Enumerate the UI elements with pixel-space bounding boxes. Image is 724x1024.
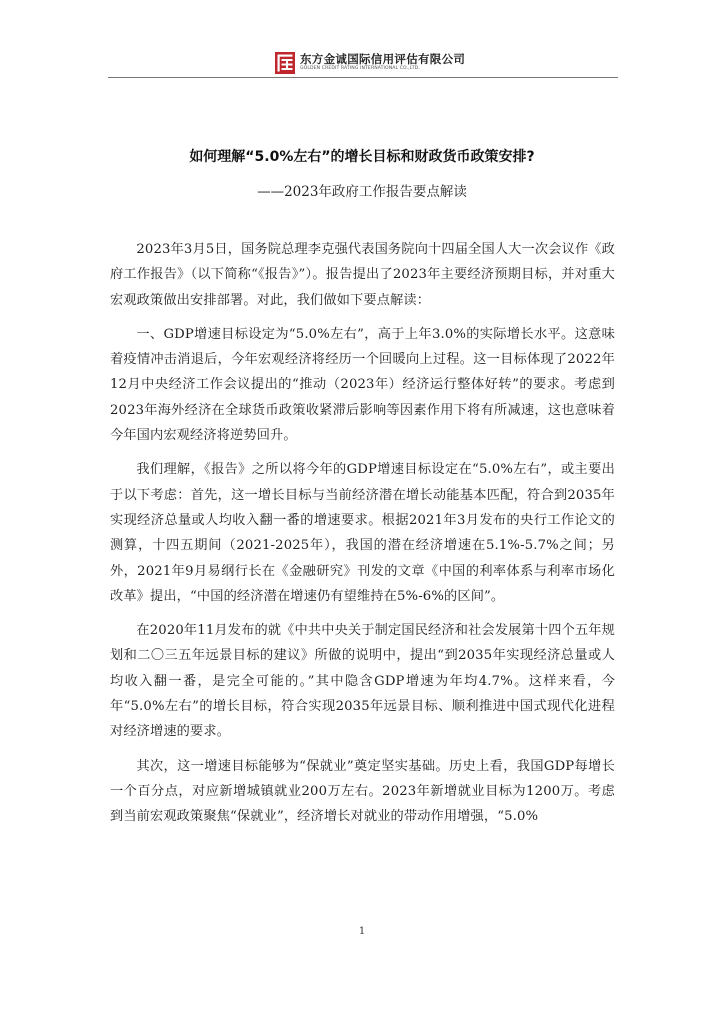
paragraph: 我们理解，《报告》之所以将今年的GDP增速目标设定在“5.0%左右”，或主要出于以下考虑：首先，这一增长目标与当前经济潜在增长动能基本匹配，符合到2035年实现经济总量或人均收入翻一番的增速要求。根据2021年3月发布的央行工作论文的测算，十四五期间（2021-2025年），我国的潜在经济增速在5.1%-5.7%之间；另外，2021年9月易纲行长在《金融研究》刊发的文章《中国的利率体系与利率市场化改革》提出，“中国的经济潜在增速仍有望维持在5%-6%的区间”。 [110,462,615,604]
company-name: 东方金诚国际信用评估有限公司 [300,51,466,66]
document-title: 如何理解“5.0%左右”的增长目标和财政货币政策安排? [189,149,535,165]
paragraph: 在2020年11月发布的就《中共中央关于制定国民经济和社会发展第十四个五年规划和二〇三五年远景目标的建议》所做的说明中，提出“到2035年实现经济总量或人均收入翻一番，是完全可能的。”其中隐含GDP增速为年均4.7%。这样来看，今年“5.0%左右”的增长目标，符合实现2035年远景目标、顺利推进中国式现代化进程对经济增速的要求。 [110,623,615,740]
page-number: 1 [358,926,366,937]
header-divider [108,77,618,78]
paragraph: 2023年3月5日，国务院总理李克强代表国务院向十四届全国人大一次会议作《政府工作报告》（以下简称“《报告》”）。报告提出了2023年主要经济预期目标，并对重大宏观政策做出安排部署。对此，我们做如下要点解读： [110,242,615,308]
golden-credit-logo-icon [275,52,295,74]
paragraph: 一、GDP增速目标设定为“5.0%左右”，高于上年3.0%的实际增长水平。这意味着疫情冲击消退后，今年宏观经济将经历一个回暖向上过程。这一目标体现了2022年12月中央经济工作会议提出的“推动（2023年）经济运行整体好转”的要求。考虑到2023年海外经济在全球货币政策收紧滞后影响等因素作用下将有所减速，这也意味着今年国内宏观经济将逆势回升。 [110,326,615,444]
document-header [275,48,465,78]
company-name-en: GOLDEN CREDIT RATING INTERNATIONAL CO.,LTD. [300,66,420,72]
document-subtitle: ——2023年政府工作报告要点解读 [257,184,467,200]
paragraph: 其次，这一增速目标能够为“保就业”奠定坚实基础。历史上看，我国GDP每增长一个百分点，对应新增城镇就业200万左右。2023年新增就业目标为1200万。考虑到当前宏观政策聚焦“保就业”，经济增长对就业的带动作用增强，“5.0% [110,758,615,825]
document-body [110,237,615,839]
company-logo-text [300,51,466,72]
